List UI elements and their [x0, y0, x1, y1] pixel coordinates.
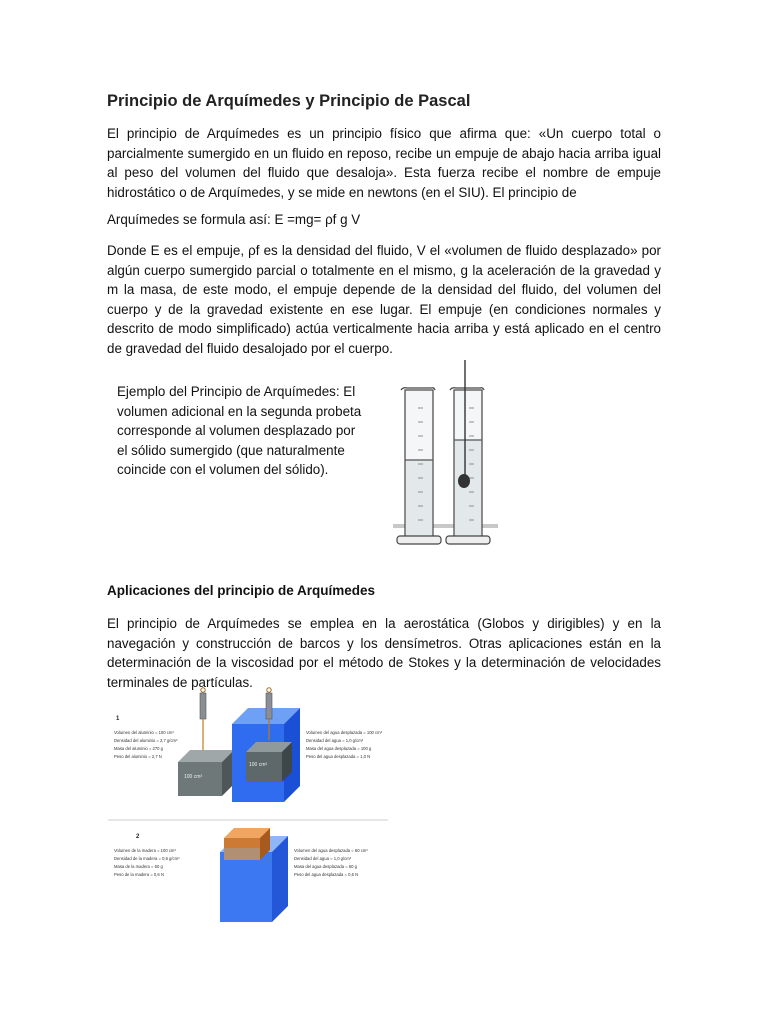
panel1-left-notes	[114, 730, 178, 759]
svg-text:100 cm³: 100 cm³	[249, 762, 268, 768]
aluminum-block	[178, 750, 234, 796]
panel2-number: 2	[136, 834, 140, 840]
svg-text:Densidad de la madera = 0,6 g/: Densidad de la madera = 0,6 g/cm³	[114, 856, 180, 861]
page-title: Principio de Arquímedes y Principio de Pascal	[107, 92, 471, 110]
panel1-number: 1	[116, 716, 120, 722]
svg-text:Masa de la madera = 60 g: Masa de la madera = 60 g	[114, 864, 163, 869]
svg-text:Volumen del aluminio = 100 cm³: Volumen del aluminio = 100 cm³	[114, 730, 174, 735]
graduated-cylinders-image	[393, 360, 498, 548]
panel2-left-notes	[114, 848, 180, 877]
svg-text:Densidad del aluminio = 2,7 g/: Densidad del aluminio = 2,7 g/cm³	[114, 738, 178, 743]
panel2-right-notes	[294, 848, 368, 877]
svg-text:Volumen del agua desplazada =: Volumen del agua desplazada = 60 cm³	[294, 848, 368, 853]
svg-text:Peso del aluminio = 2,7 N: Peso del aluminio = 2,7 N	[114, 754, 162, 759]
paragraph-formula: Arquímedes se formula así: E =mg= ρf g V	[107, 212, 361, 227]
svg-text:Masa del aluminio = 270 g: Masa del aluminio = 270 g	[114, 746, 164, 751]
section-heading: Aplicaciones del principio de Arquímedes	[107, 583, 376, 598]
svg-text:Masa del agua desplazada = 60: Masa del agua desplazada = 60 g	[294, 864, 357, 869]
paragraph-applications: El principio de Arquímedes se emplea en la aerostática (Globos y dirigibles) y en la navegación y construcción de barcos y los densímetros. Otras aplicaciones están en la determinación de la viscosidad por el método de Stokes y la determinación de velocidades terminales de partículas.	[107, 616, 661, 690]
svg-text:Densidad del agua = 1,0 g/cm³: Densidad del agua = 1,0 g/cm³	[306, 738, 364, 743]
svg-text:Masa del agua desplazada = 100: Masa del agua desplazada = 100 g	[306, 746, 372, 751]
svg-text:Densidad del agua = 1,0 g/cm³: Densidad del agua = 1,0 g/cm³	[294, 856, 352, 861]
paragraph-definition: El principio de Arquímedes es un principio físico que afirma que: «Un cuerpo total o parcialmente sumergido en un fluido en reposo, recibe un empuje de abajo hacia arriba igual al peso del volumen del fluido que desaloja». Esta fuerza recibe el nombre de empuje hidrostático o de Arquímedes, y se mide en newtons (en el SIU). El principio de	[107, 126, 661, 200]
cylinder-right	[446, 360, 490, 544]
svg-text:Volumen de la madera = 100 cm³: Volumen de la madera = 100 cm³	[114, 848, 176, 853]
svg-text:100 cm³: 100 cm³	[184, 774, 203, 780]
svg-text:Peso de la madera = 0,6 N: Peso de la madera = 0,6 N	[114, 872, 164, 877]
panel1-right-notes	[306, 730, 383, 759]
svg-text:Volumen del agua desplazada =: Volumen del agua desplazada = 100 cm³	[306, 730, 383, 735]
aluminum-block-submerged	[246, 742, 292, 782]
spring-scale-icon	[200, 688, 206, 750]
cylinder-left	[397, 388, 441, 544]
archimedes-blocks-image	[106, 686, 390, 924]
paragraph-explanation: Donde E es el empuje, ρf es la densidad del fluido, V el «volumen de fluido desplazado» por algún cuerpo sumergido parcial o totalmente en el mismo, g la aceleración de la gravedad y m la masa, de este modo, el empuje depende de la densidad del fluido, del volumen del cuerpo y de la gravedad existente en ese lugar. El empuje (en condiciones normales y descrito de modo simplificado) actúa verticalmente hacia arriba y está aplicado en el centro de gravedad del fluido desalojado por el cuerpo.	[107, 243, 661, 356]
svg-text:Peso del agua desplazada = 1,0: Peso del agua desplazada = 1,0 N	[306, 754, 371, 759]
wood-block	[224, 828, 270, 860]
figure-caption: Ejemplo del Principio de Arquímedes: El volumen adicional en la segunda probeta corresponde al volumen desplazado por el sólido sumergido (que naturalmente coincide con el volumen del sólido).	[117, 384, 362, 477]
svg-text:Peso del agua desplazada = 0,6: Peso del agua desplazada = 0,6 N	[294, 872, 359, 877]
